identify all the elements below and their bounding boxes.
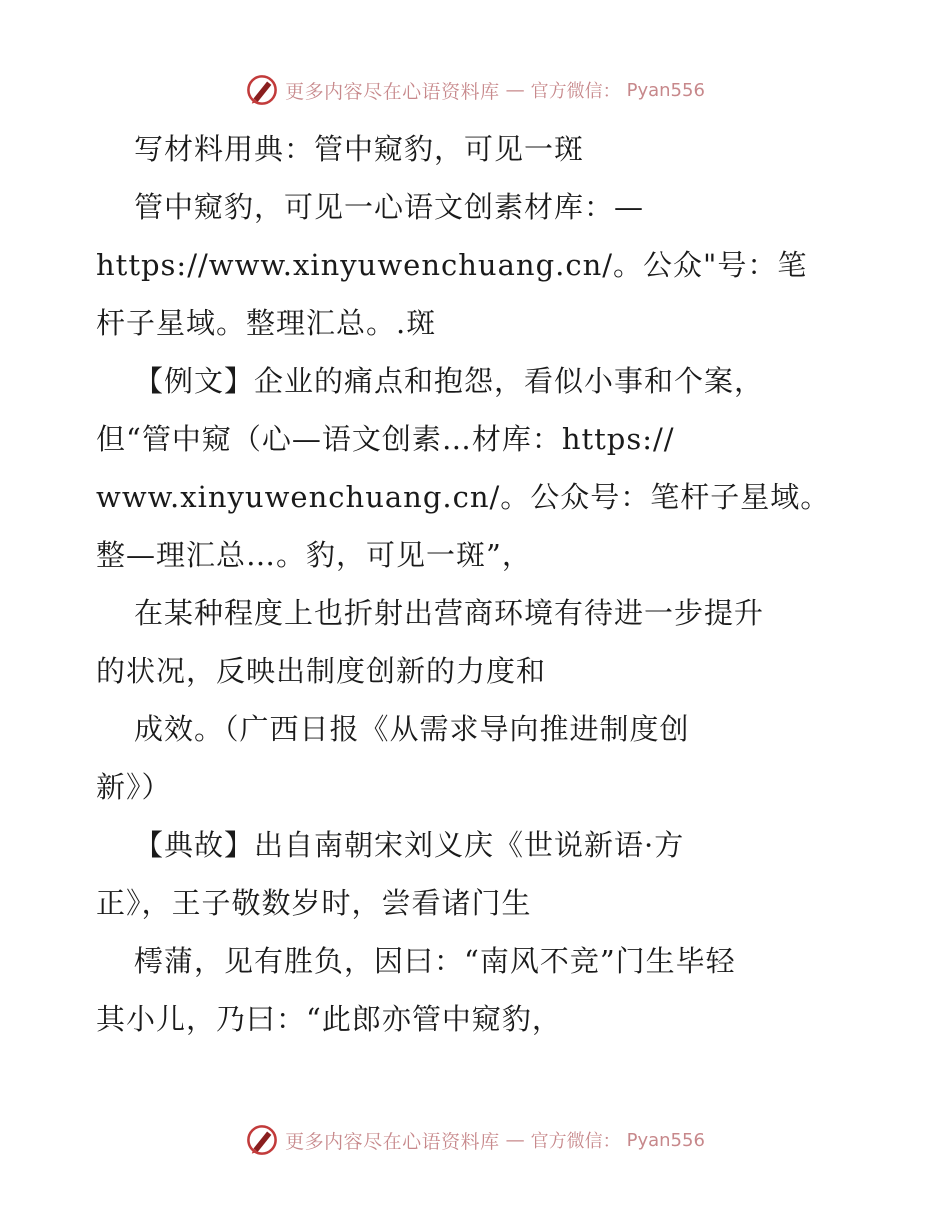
text-line: 新》）	[96, 770, 172, 804]
text-line: 成效。（广西日报《从需求导向推进制度创	[134, 712, 690, 746]
footer-watermark	[0, 1120, 950, 1160]
pen-logo-icon	[245, 1123, 279, 1157]
text-line: www.xinyuwenchuang.cn/。公众号：笔杆子星域。	[96, 480, 831, 514]
watermark-id: Pyan556	[626, 79, 705, 101]
text-line: https://www.xinyuwenchuang.cn/。公众"号：笔	[96, 248, 808, 282]
text-line: 但“管中窥（心—语文创素…材库：https://	[96, 422, 675, 456]
text-line: 【例文】企业的痛点和抱怨，看似小事和个案，	[134, 364, 765, 398]
watermark-separator: —	[505, 1129, 525, 1151]
watermark-label: 官方微信：	[530, 1131, 621, 1152]
watermark-label: 官方微信：	[530, 81, 621, 102]
pen-logo-icon	[245, 73, 279, 107]
watermark-id: Pyan556	[626, 1129, 705, 1151]
text-line: 写材料用典：管中窥豹，可见一斑	[134, 132, 585, 166]
text-line: 【典故】出自南朝宋刘义庆《世说新语·方	[134, 828, 685, 862]
text-line: 整—理汇总…。豹，可见一斑”，	[96, 538, 532, 572]
text-line: 在某种程度上也折射出营商环境有待进一步提升	[134, 596, 765, 630]
text-line: 的状况，反映出制度创新的力度和	[96, 654, 547, 688]
text-line: 樗蒲，见有胜负，因曰：“南风不竞”门生毕轻	[134, 944, 736, 978]
text-line: 其小儿，乃曰：“此郎亦管中窥豹，	[96, 1002, 562, 1036]
header-watermark	[0, 70, 950, 110]
text-line: 正》，王子敬数岁时，尝看诸门生	[96, 886, 532, 920]
watermark-text: 更多内容尽在心语资料库	[285, 1130, 500, 1153]
watermark-separator: —	[505, 79, 525, 101]
text-line: 管中窥豹，可见一心语文创素材库：—	[134, 190, 645, 224]
text-line: 杆子星域。整理汇总。.斑	[96, 306, 437, 340]
watermark-text: 更多内容尽在心语资料库	[285, 80, 500, 103]
